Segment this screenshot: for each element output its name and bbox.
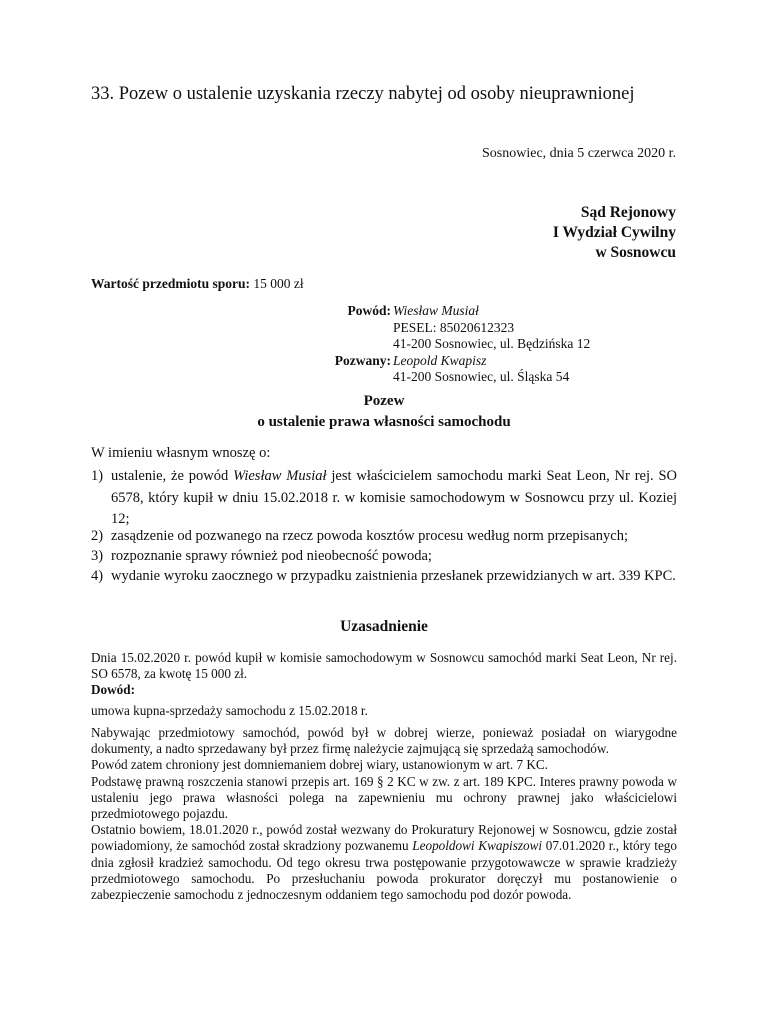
place-date: Sosnowiec, dnia 5 czerwca 2020 r. [482,146,676,161]
paragraph-part: Ostatnio bowiem, 18.01.2020 r., powód został wezwany do Prokuratury Rejonowej w Sosnowcu, gdzie został powiadomiony, że samochód został skradziony pozwanemu [91,822,677,854]
request-text: wydanie wyroku zaocznego w przypadku zaistnienia przesłanek przewidzianych w art. 339 KPC. [111,568,676,584]
request-number: 2) [91,528,104,544]
justification-paragraph: Podstawę prawną roszczenia stanowi przepis art. 169 § 2 KC w zw. z art. 189 KPC. Interes prawny powoda w ustaleniu jego prawa własności polega na zapewnieniu mu ochrony prawnej jako właścicielowi przedmiotowego pojazdu. [91,773,677,822]
defendant-label: Pozwany: [334,352,391,368]
justification-paragraph [91,822,677,903]
document-title: Pozew [363,393,405,409]
justification-body [91,725,677,903]
request-item [91,526,677,548]
justification-paragraph: Dnia 15.02.2020 r. powód kupił w komisie samochodowym w Sosnowcu samochód marki Seat Leon, Nr rej. SO 6578, za kwotę 15 000 zł. [91,650,677,682]
justification-title: Uzasadnienie [340,618,428,635]
court-city: w Sosnowcu [595,244,676,261]
request-number: 1) [91,468,104,484]
request-text-part: jest właścicielem samochodu marki Seat Leon, Nr rej. SO 6578, który kupił w dniu 15.02.2018 r. w komisie samochodowym w Sosnowcu przy ul. Koziej 12; [111,468,677,527]
defendant-row [0,353,768,370]
paragraph-part: 07.01.2020 r., który tego dnia zgłosił kradzież samochodu. Od tego okresu trwa postępowanie przygotowawcze w sprawie kradzieży przedmiotowego samochodu. Po przesłuchaniu powoda prokurator doręczył mu postanowienie o zabezpieczenie samochodu z jednoczesnym oddaniem tego samochodu pod dozór powoda. [91,838,677,903]
justification-paragraph: Powód zatem chroniony jest domniemaniem dobrej wiary, ustanowionym w art. 7 KC. [91,757,548,773]
defendant-name: Leopold Kwapisz [393,352,487,368]
plaintiff-label: Powód: [347,303,391,318]
request-item [91,566,677,588]
request-item [91,466,677,531]
dispute-value-amount: 15 000 zł [253,276,304,291]
court-name: Sąd Rejonowy [580,204,676,221]
request-number: 4) [91,568,104,584]
plaintiff-address: 41-200 Sosnowiec, ul. Będzińska 12 [393,336,591,351]
plaintiff-row [0,303,768,320]
request-text [111,466,677,531]
document-subtitle: o ustalenie prawa własności samochodu [257,414,511,430]
request-item [91,546,677,568]
request-text-part: ustalenie, że powód [111,468,234,484]
request-number: 3) [91,548,104,564]
plaintiff-name-inline: Wiesław Musiał [233,468,327,484]
plaintiff-pesel: PESEL: 85020612323 [393,319,515,335]
parties-block [0,303,768,386]
court-division: I Wydział Cywilny [552,224,676,241]
plaintiff-name: Wiesław Musiał [393,303,479,318]
plaintiff-pesel-row [0,320,768,337]
evidence-label: Dowód: [91,682,135,697]
request-text: rozpoznanie sprawy również pod nieobecność powoda; [111,548,432,564]
dispute-value-label: Wartość przedmiotu sporu: [91,276,250,291]
evidence-text: umowa kupna-sprzedaży samochodu z 15.02.2018 r. [91,703,368,718]
dispute-value [91,276,304,292]
justification-paragraph: Nabywając przedmiotowy samochód, powód był w dobrej wierze, ponieważ posiadał on wiarygodne dokumenty, a nadto sprzedawany był przez firmę należycie zajmującą się sprzedażą samochodów. [91,725,677,757]
plaintiff-address-row [0,336,768,353]
requests-intro: W imieniu własnym wnoszę o: [91,445,271,461]
court-address [553,203,676,263]
document-heading: 33. Pozew o ustalenie uzyskania rzeczy nabytej od osoby nieuprawnionej [91,84,635,104]
defendant-address: 41-200 Sosnowiec, ul. Śląska 54 [393,369,570,384]
request-text: zasądzenie od pozwanego na rzecz powoda kosztów procesu według norm przepisanych; [111,528,628,544]
defendant-address-row [0,369,768,386]
defendant-name-inline: Leopoldowi Kwapiszowi [412,838,543,854]
